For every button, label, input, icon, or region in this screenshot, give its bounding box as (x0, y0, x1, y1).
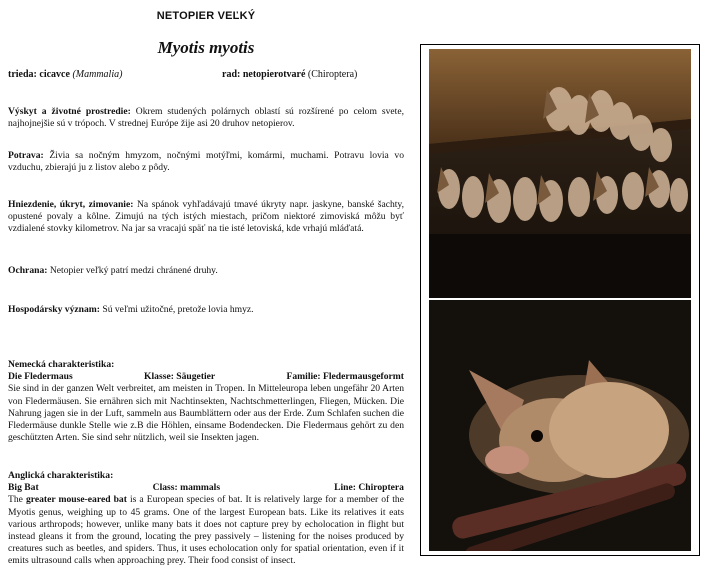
english-name: Big Bat (8, 482, 39, 494)
class-value: cicavce (39, 69, 70, 80)
section-protection (8, 265, 404, 277)
bat-portrait-illustration (429, 300, 691, 551)
economic-text: Sú veľmi užitočné, pretože lovia hmyz. (102, 304, 254, 315)
economic-label: Hospodársky význam: (8, 304, 100, 315)
english-text-rest: is a European species of bat. It is relatively large for a member of the Myotis genus, weighing up to 45 grams. One of the largest European bats. Like its relatives it eats various arthropods; however, unlike many bats it does not capture prey by echolocation in flight but instead gleans it from the ground, locating the prey passively – listening for the noises produced by creatures such as beetles, and spiders. Thus, it uses echolocation only for spatial orientation, even if it emits ultrasound calls when approaching prey. Their food consist of insect. (8, 494, 404, 567)
order-latin: (Chiroptera) (307, 69, 358, 80)
nesting-label: Hniezdenie, úkryt, zimovanie: (8, 199, 134, 210)
german-name: Die Fledermaus (8, 371, 73, 383)
english-text-bold: greater mouse-eared bat (25, 494, 127, 506)
english-taxonomy-row (8, 482, 404, 494)
german-klasse: Klasse: Säugetier (144, 371, 216, 383)
section-german (8, 359, 404, 444)
food-text: Živia sa nočným hmyzom, nočnými motýľmi, komármi, muchami. Potravu lovia vo vzduchu, zbierajú ju z listov alebo z pôdy. (8, 150, 404, 174)
german-taxonomy-row (8, 371, 404, 383)
photo-frame (420, 44, 700, 556)
german-header: Nemecká charakteristika: (8, 359, 115, 370)
class-key: trieda: (8, 69, 37, 80)
bat-colony-illustration (429, 49, 691, 298)
order-key: rad: (222, 69, 241, 80)
german-familie: Familie: Fledermausgeformt (286, 371, 404, 383)
nesting-text: Na spánok vyhľadávajú tmavé úkryty napr. jaskyne, banské šachty, opustené povaly a kôlne. Zimujú na tých istých miestach, pričom niektoré zimoviská môžu byť vzdialené stovky kilometrov. Na jar sa vracajú späť na tie isté letoviská, kde vrhajú mláďatá. (8, 199, 404, 235)
section-habitat (8, 106, 404, 130)
habitat-label: Výskyt a životné prostredie: (8, 106, 131, 117)
page-title: NETOPIER VEĽKÝ (156, 10, 256, 22)
protection-text: Netopier veľký patrí medzi chránené druhy. (49, 265, 218, 276)
photo-bat-colony (429, 49, 691, 298)
section-food (8, 150, 404, 174)
photo-bat-portrait (429, 300, 691, 551)
english-class: Class: mammals (152, 482, 221, 494)
english-text (8, 494, 404, 567)
english-line: Line: Chiroptera (334, 482, 404, 494)
latin-name: Myotis myotis (157, 38, 255, 57)
taxonomy-order (222, 69, 357, 80)
english-header: Anglická charakteristika: (8, 470, 114, 481)
section-english (8, 470, 404, 568)
taxonomy-class (8, 69, 122, 80)
habitat-text: Okrem studených polárnych oblastí sú rozšírené po celom svete, najhojnejšie sú v trópoch. V strednej Európe žije asi 20 druhov netopierov. (8, 106, 404, 130)
class-latin: (Mammalia) (72, 69, 123, 80)
english-text-prefix: The (8, 494, 26, 506)
protection-label: Ochrana: (8, 265, 48, 276)
german-text: Sie sind in der ganzen Welt verbreitet, am meisten in Tropen. In Mitteleuropa leben ungefähr 20 Arten von Fledermäusen. Sie ernähren sich mit Nachtinsekten, Nachtschmetterlingen, Fliegen, Mücken. Die Nahrung jagen sie in der Luft, sammeln aus Baumblättern oder aus der Erde. Zum Schlafen suchen die Fledermäuse dunkle Stelle wie z.B die Höhlen, einsame Bodendecken. Die Fledermaus gehört zu den geschützten Arten. Sie sind sehr nützlich, weil sie Insekten jagen. (8, 383, 404, 444)
section-nesting (8, 199, 404, 236)
section-economic (8, 304, 404, 316)
order-value: netopierotvaré (242, 69, 306, 80)
food-label: Potrava: (8, 150, 44, 161)
